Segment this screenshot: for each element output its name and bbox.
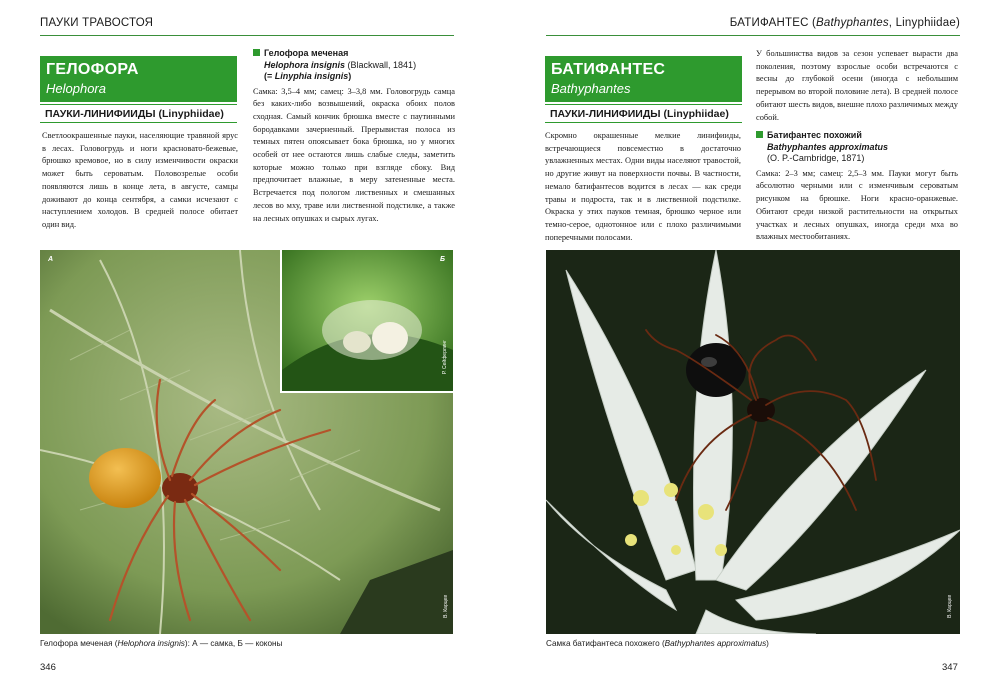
species-name: Гелофора меченая bbox=[264, 48, 349, 58]
photo-helophora-cocoons bbox=[280, 250, 453, 393]
species-heading bbox=[756, 130, 958, 165]
page-number: 346 bbox=[40, 662, 56, 673]
running-head-title: ПАУКИ ТРАВОСТОЯ bbox=[40, 17, 154, 29]
species-description: Самка: 2–3 мм; самец: 2,5–3 мм. Пауки могут быть абсолютно черными или с изменчивым сероватым рисунком на брюшке. Ноги красно-оранжевые. Обитают среди низкой растительности на открытых участках и лесных опушках, иногда среди мха во влажных местообитаниях. bbox=[756, 168, 958, 242]
species-column bbox=[253, 48, 455, 225]
photo-caption: Самка батифантеса похожего (Bathyphantes approximatus) bbox=[546, 639, 769, 648]
genus-intro: У большинства видов за сезон успевает вырасти два поколения, поэтому взрослые особи встречаются с весны до глубокой осени (иногда с небольшим перерывом во второй половине лета). В средней полосе обитают шесть видов, внешне плохо различимых между собой. bbox=[756, 49, 958, 122]
spider-on-flower-illustration bbox=[546, 250, 960, 634]
species-bullet-icon bbox=[253, 49, 260, 56]
running-head-title: БАТИФАНТЕС (Bathyphantes, Linyphiidae) bbox=[729, 17, 960, 29]
photo-credit-inset: Р. Сейферлинг bbox=[442, 340, 448, 375]
species-author: (Blackwall, 1841) bbox=[347, 59, 417, 70]
photo-credit-main: В. Карцев bbox=[947, 595, 953, 618]
species-bullet-icon bbox=[756, 131, 763, 138]
running-head bbox=[546, 17, 960, 36]
family-label: ПАУКИ-ЛИНИФИИДЫ (Linyphiidae) bbox=[40, 104, 237, 123]
genus-description: Светлоокрашенные пауки, населяющие травяной ярус в лесах. Головогрудь и ноги красновато-бежевые, брюшко кремовое, но в силу изменчивости окраски может быть сероватым. Половозрелые особи появляются лишь в конце лета, в августе, самцы доживают до конца сентября, а самки исчезают с наступлением холодов. В средней полосе обитает один вид. bbox=[42, 131, 238, 229]
genus-description: Скромно окрашенные мелкие линифииды, встречающиеся повсеместно в достаточно увлажненных местах. Одни виды населяют травостой, но другие живут на поверхности почвы. В частности, немало батифантесов водится в лесах — как среди травы и подроста, так и в лиственной подстилке. Окраска у этих пауков темная, брюшко черное или темно-серое, однотонное или с плохо различимыми поперечными полосами. bbox=[545, 131, 741, 242]
genus-name: БАТИФАНТЕС bbox=[551, 61, 666, 78]
species-latin: Helophora insignis bbox=[264, 59, 346, 70]
species-column bbox=[756, 48, 958, 244]
genus-header bbox=[545, 56, 742, 102]
species-description: Самка: 3,5–4 мм; самец: 3–3,8 мм. Головогрудь самца без каких-либо возвышений, окраска обоих полов сходная. Самый кончик брюшка вместе с паутинными бородавками зачерненный. Прерывистая полоса из темных пятен опоясывает бока брюшка, но у многих особей от нее остаются лишь слабые следы, заметить которые можно только при взгляде сбоку. Вид предпочитает влажные, в меру затененные места. Встречается под пологом лиственных и смешанных лесов во мху, траве или лиственной подстилке, а также на лесных опушках и сырых лугах. bbox=[253, 86, 455, 223]
page-number: 347 bbox=[942, 662, 958, 673]
running-head bbox=[40, 17, 454, 36]
cocoons-illustration bbox=[282, 250, 453, 391]
family-label: ПАУКИ-ЛИНИФИИДЫ (Linyphiidae) bbox=[545, 104, 742, 123]
photo-label-b: Б bbox=[440, 256, 445, 263]
photo-caption: Гелофора меченая (Helophora insignis): А — самка, Б — коконы bbox=[40, 639, 283, 648]
photo-bathyphantes-female bbox=[546, 250, 960, 634]
genus-header bbox=[40, 56, 237, 102]
species-name: Батифантес похожий bbox=[767, 130, 862, 141]
genus-latin: Helophora bbox=[46, 81, 106, 96]
genus-name: ГЕЛОФОРА bbox=[46, 61, 139, 78]
photo-credit-main: В. Карцев bbox=[443, 595, 449, 618]
right-page bbox=[500, 0, 1000, 699]
species-heading bbox=[253, 48, 455, 83]
photo-label-a: А bbox=[48, 256, 54, 263]
species-author: (O. P.-Cambridge, 1871) bbox=[767, 153, 865, 164]
species-latin: Bathyphantes approximatus bbox=[767, 141, 889, 152]
species-synonym: (= Linyphia insignis) bbox=[264, 71, 352, 81]
genus-latin: Bathyphantes bbox=[551, 81, 631, 96]
